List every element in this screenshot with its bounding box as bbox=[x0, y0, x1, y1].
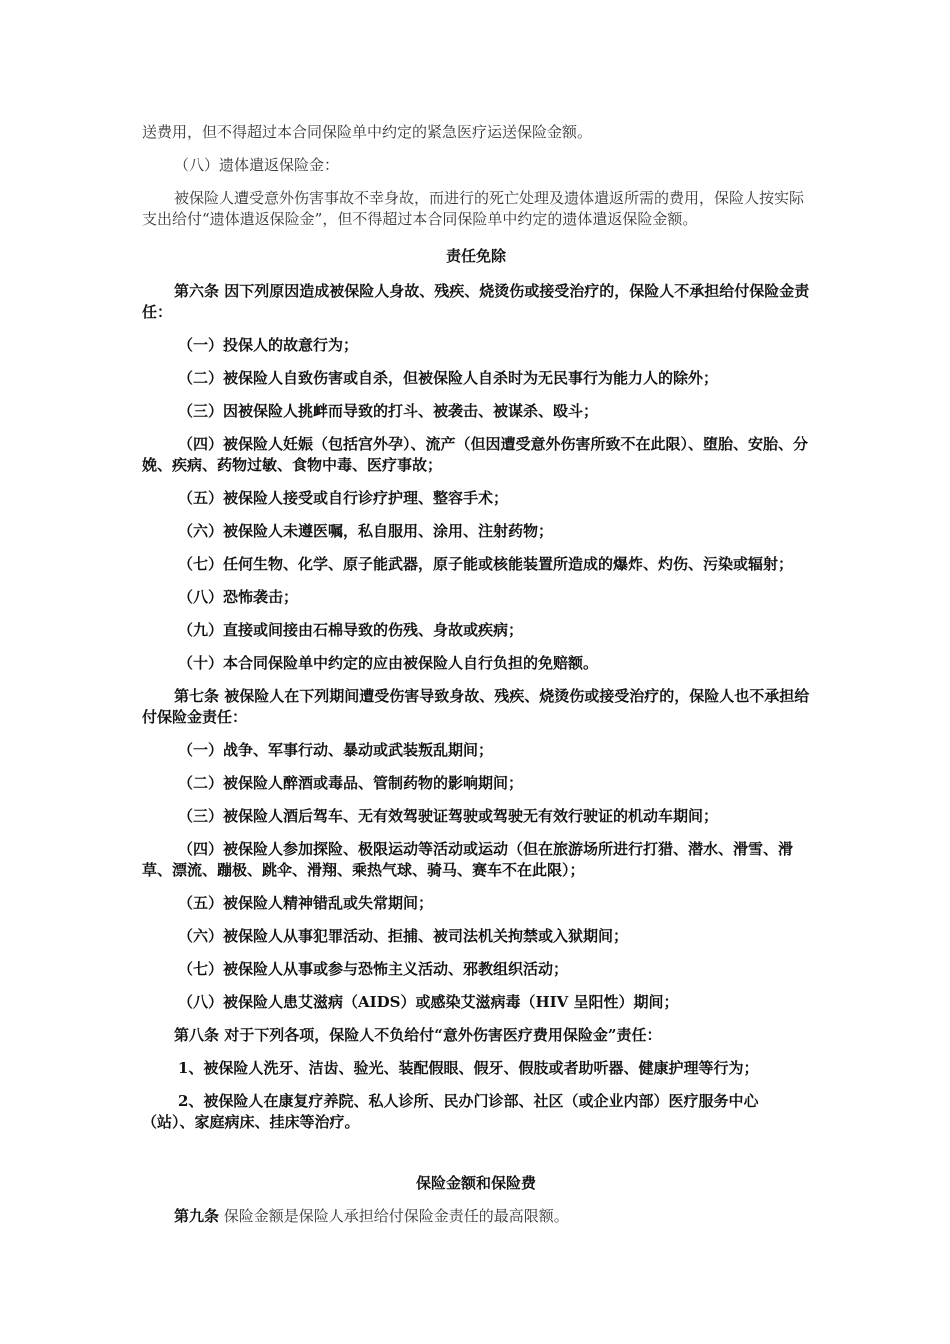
article-7-item: （六）被保险人从事犯罪活动、拒捕、被司法机关拘禁或入狱期间； bbox=[178, 927, 629, 945]
paragraph-remains-repatriation: 被保险人遭受意外伤害事故不幸身故，而进行的死亡处理及遗体遣返所需的费用，保险人按实际支出给付“遗体遣返保险金”，但不得超过本合同保险单中约定的遗体遣返保险金额。 bbox=[142, 189, 805, 228]
article-9 bbox=[142, 1206, 810, 1227]
article-8-item: 1、被保险人洗牙、洁齿、验光、装配假眼、假牙、假肢或者助听器、健康护理等行为； bbox=[178, 1059, 759, 1077]
subsection-heading-8: （八）遗体遣返保险金： bbox=[174, 156, 340, 174]
article-7: 第七条 被保险人在下列期间遭受伤害导致身故、残疾、烧烫伤或接受治疗的，保险人也不承担给付保险金责任： bbox=[142, 687, 810, 726]
article-6-item: （九）直接或间接由石棉导致的伤残、身故或疾病； bbox=[178, 621, 524, 639]
article-9-text: 保险金额是保险人承担给付保险金责任的最高限额。 bbox=[219, 1207, 569, 1225]
article-7-item: （五）被保险人精神错乱或失常期间； bbox=[178, 894, 434, 912]
article-7-item: （四）被保险人参加探险、极限运动等活动或运动（但在旅游场所进行打猎、潜水、滑雪、滑草、漂流、蹦极、跳伞、滑翔、乘热气球、骑马、赛车不在此限）； bbox=[142, 840, 794, 879]
article-9-label: 第九条 bbox=[174, 1207, 220, 1225]
article-6-item: （五）被保险人接受或自行诊疗护理、整容手术； bbox=[178, 489, 509, 507]
article-6-item: （十）本合同保险单中约定的应由被保险人自行负担的免赔额。 bbox=[178, 654, 599, 672]
article-6-item: （二）被保险人自致伤害或自杀，但被保险人自杀时为无民事行为能力人的除外； bbox=[178, 369, 719, 387]
article-7-item: （二）被保险人醉酒或毒品、管制药物的影响期间； bbox=[178, 774, 524, 792]
article-6-item: （三）因被保险人挑衅而导致的打斗、被袭击、被谋杀、殴斗； bbox=[178, 402, 599, 420]
article-8: 第八条 对于下列各项，保险人不负给付“意外伤害医疗费用保险金”责任： bbox=[174, 1026, 662, 1044]
article-8-item: 2、被保险人在康复疗养院、私人诊所、民办门诊部、社区（或企业内部）医疗服务中心（站）、家庭病床、挂床等治疗。 bbox=[142, 1092, 759, 1131]
paragraph-continued: 送费用，但不得超过本合同保险单中约定的紧急医疗运送保险金额。 bbox=[142, 123, 593, 141]
article-7-item: （七）被保险人从事或参与恐怖主义活动、邪教组织活动； bbox=[178, 960, 569, 978]
article-7-item: （三）被保险人酒后驾车、无有效驾驶证驾驶或驾驶无有效行驶证的机动车期间； bbox=[178, 807, 719, 825]
article-6-item: （四）被保险人妊娠（包括宫外孕）、流产（但因遭受意外伤害所致不在此限）、堕胎、安胎、分娩、疾病、药物过敏、食物中毒、医疗事故； bbox=[142, 435, 809, 474]
article-6-item: （六）被保险人未遵医嘱，私自服用、涂用、注射药物； bbox=[178, 522, 554, 540]
section-heading-sum-insured: 保险金额和保险费 bbox=[415, 1174, 536, 1192]
section-heading-exclusions: 责任免除 bbox=[445, 247, 506, 265]
document-page bbox=[142, 122, 810, 1227]
article-7-item: （八）被保险人患艾滋病（AIDS）或感染艾滋病毒（HIV 呈阳性）期间； bbox=[178, 993, 679, 1011]
article-6-item: （七）任何生物、化学、原子能武器，原子能或核能装置所造成的爆炸、灼伤、污染或辐射； bbox=[178, 555, 794, 573]
article-6-item: （一）投保人的故意行为； bbox=[178, 336, 359, 354]
article-7-item: （一）战争、军事行动、暴动或武装叛乱期间； bbox=[178, 741, 494, 759]
article-6: 第六条 因下列原因造成被保险人身故、残疾、烧烫伤或接受治疗的，保险人不承担给付保险金责任： bbox=[142, 282, 810, 321]
article-6-item: （八）恐怖袭击； bbox=[178, 588, 299, 606]
